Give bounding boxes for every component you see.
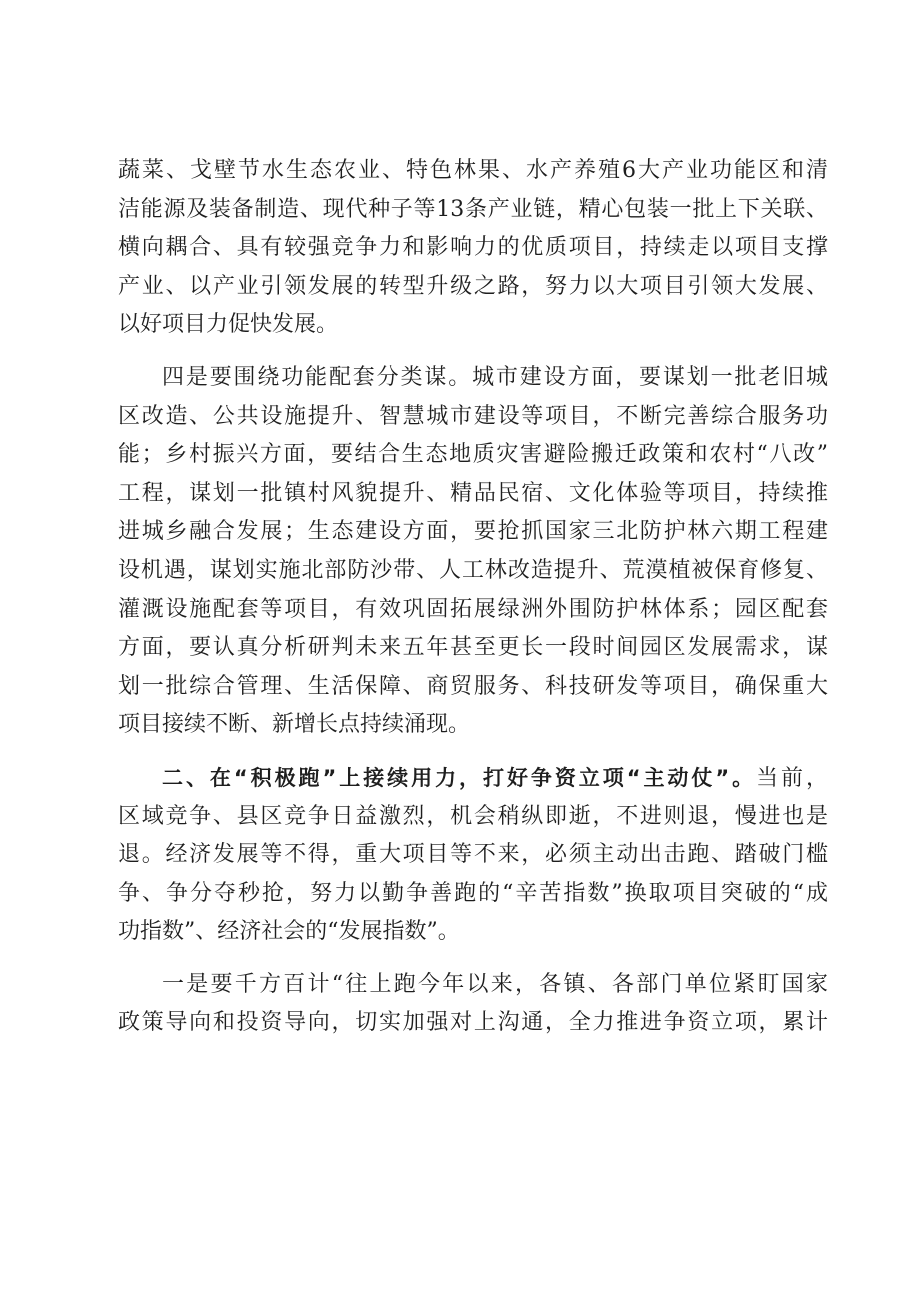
text-line: 争、争分夺秒抢，努力以勤争善跑的“辛苦指数”换取项目突破的“成 <box>118 880 828 906</box>
text-line: 工程，谋划一批镇村风貌提升、精品民宿、文化体验等项目，持续推 <box>118 480 828 506</box>
paragraph-2 <box>118 359 828 745</box>
text-line: 以好项目力促快发展。 <box>118 312 339 338</box>
text-line: 洁能源及装备制造、现代种子等13条产业链，精心包装一批上下关联、 <box>118 196 828 222</box>
text-line: 划一批综合管理、生活保障、商贸服务、科技研发等项目，确保重大 <box>118 673 828 699</box>
document-body <box>118 152 828 1043</box>
text-line: 四是要围绕功能配套分类谋。城市建设方面，要谋划一批老旧城 <box>162 364 828 390</box>
heading-tail-text: 当前， <box>756 765 828 791</box>
text-line: 一是要千方百计“往上跑今年以来，各镇、各部门单位紧盯国家 <box>162 971 828 997</box>
text-line: 横向耦合、具有较强竞争力和影响力的优质项目，持续走以项目支撑 <box>118 235 828 261</box>
text-line: 设机遇，谋划实施北部防沙带、人工林改造提升、荒漠植被保育修复、 <box>118 557 828 583</box>
paragraph-spacer <box>118 345 828 359</box>
text-line: 能；乡村振兴方面，要结合生态地质灾害避险搬迁政策和农村“八改” <box>118 442 828 468</box>
paragraph-4 <box>118 966 828 1043</box>
text-line: 项目接续不断、新增长点持续涌现。 <box>118 712 471 738</box>
paragraph-spacer <box>118 952 828 966</box>
paragraph-3 <box>118 759 828 952</box>
text-line: 退。经济发展等不得，重大项目等不来，必须主动出击跑、踏破门槛 <box>118 842 828 868</box>
text-line: 产业、以产业引领发展的转型升级之路，努力以大项目引领大发展、 <box>118 273 828 299</box>
text-line: 灌溉设施配套等项目，有效巩固拓展绿洲外围防护林体系；园区配套 <box>118 596 828 622</box>
section-heading: 二、在“积极跑”上接续用力，打好争资立项“主动仗”。 <box>162 765 757 790</box>
heading-line <box>118 759 828 798</box>
paragraph-1 <box>118 152 828 345</box>
text-line: 方面，要认真分析研判未来五年甚至更长一段时间园区发展需求，谋 <box>118 635 828 661</box>
text-line: 区改造、公共设施提升、智慧城市建设等项目，不断完善综合服务功 <box>118 403 828 429</box>
text-line: 蔬菜、戈壁节水生态农业、特色林果、水产养殖6大产业功能区和清 <box>118 158 828 183</box>
text-line: 进城乡融合发展；生态建设方面，要抢抓国家三北防护林六期工程建 <box>118 519 828 545</box>
text-line: 功指数”、经济社会的“发展指数”。 <box>118 919 460 945</box>
text-line: 政策导向和投资导向，切实加强对上沟通，全力推进争资立项，累计 <box>118 1010 828 1036</box>
paragraph-spacer <box>118 745 828 759</box>
text-line: 区域竞争、县区竞争日益激烈，机会稍纵即逝，不进则退，慢进也是 <box>118 803 828 829</box>
